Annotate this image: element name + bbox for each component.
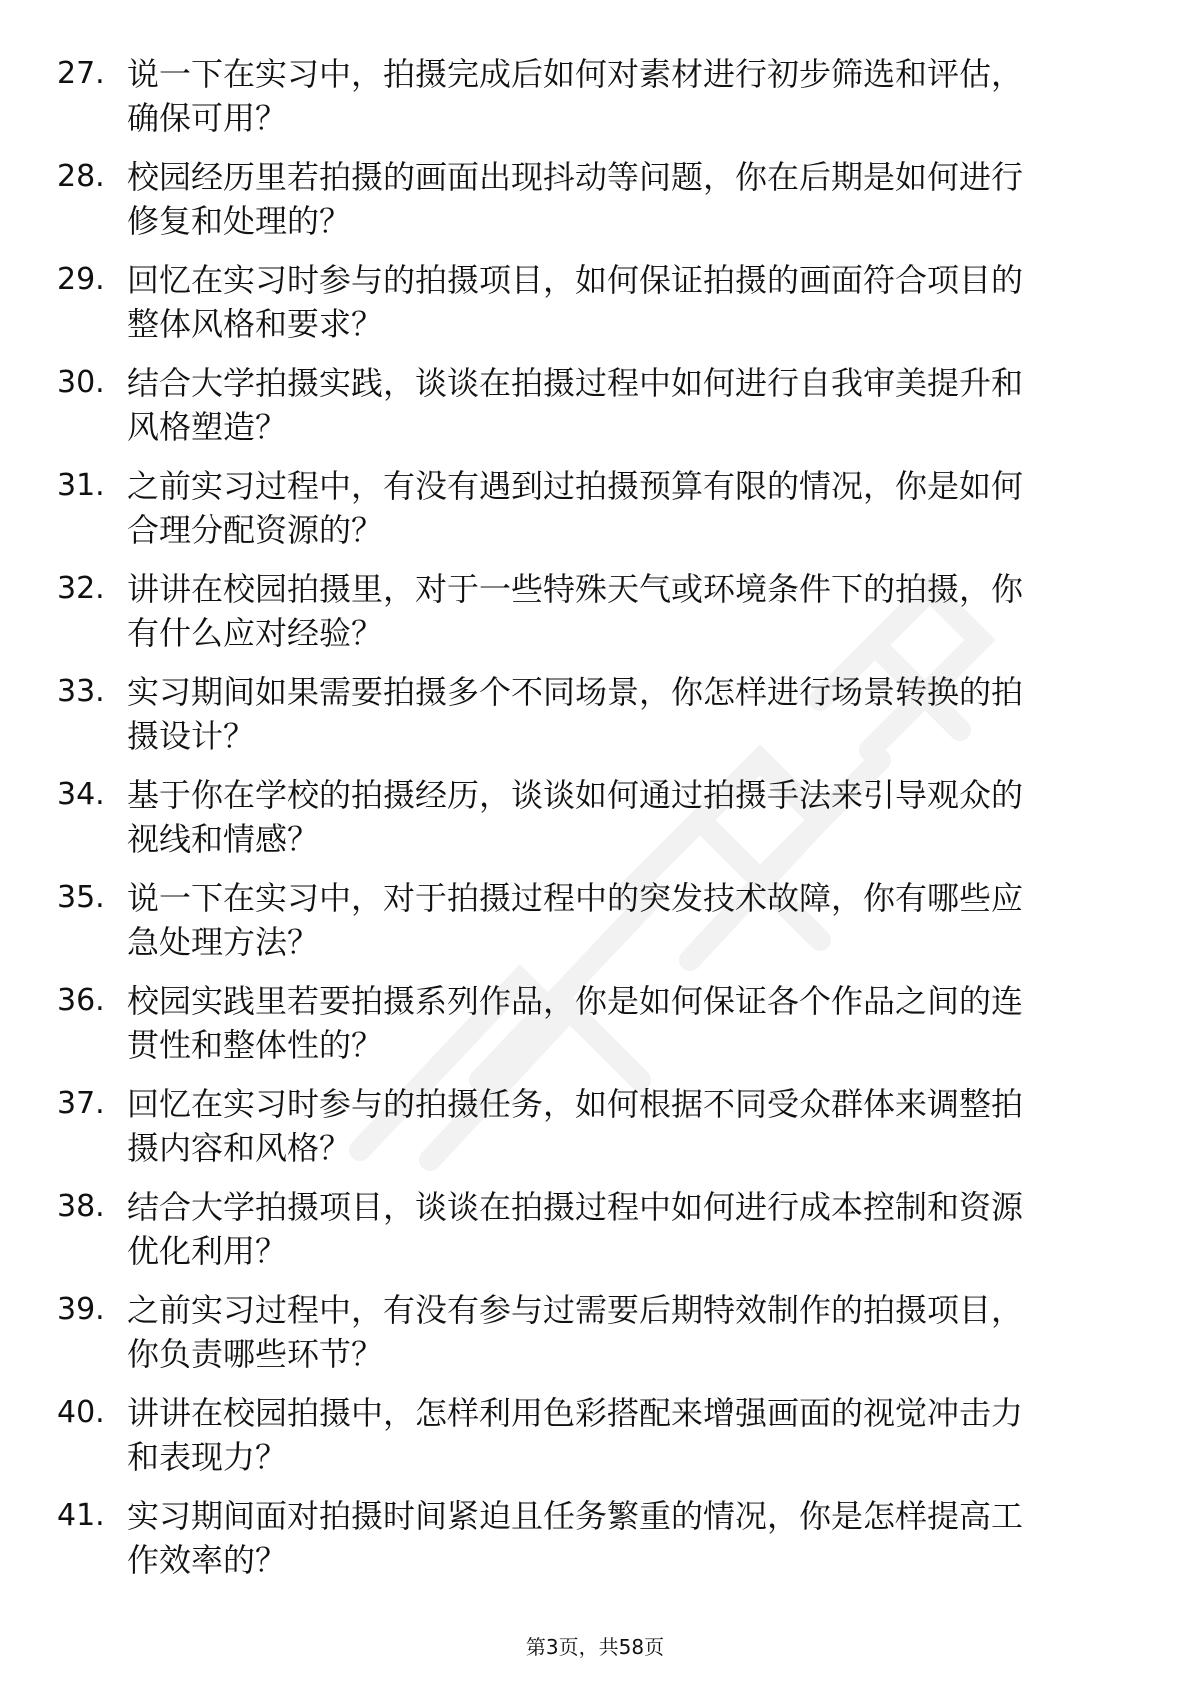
- question-number: 36.: [57, 983, 105, 1018]
- question-number: 38.: [57, 1189, 105, 1224]
- question-number: 39.: [57, 1292, 105, 1327]
- question-item: [0, 1288, 1190, 1391]
- question-text: 基于你在学校的拍摄经历，谈谈如何通过拍摄手法来引导观众的 视线和情感？: [127, 776, 1024, 858]
- page-number-footer: 第3页，共58页: [525, 1635, 665, 1659]
- question-number: 35.: [57, 880, 105, 915]
- question-item: [0, 52, 1190, 155]
- question-item: [0, 567, 1190, 670]
- question-item: [0, 1391, 1190, 1494]
- question-item: [0, 1185, 1190, 1288]
- question-text: 之前实习过程中，有没有遇到过拍摄预算有限的情况，你是如何 合理分配资源的？: [127, 467, 1024, 549]
- question-text: 说一下在实习中，拍摄完成后如何对素材进行初步筛选和评估， 确保可用？: [127, 55, 1024, 137]
- question-text: 结合大学拍摄项目，谈谈在拍摄过程中如何进行成本控制和资源 优化利用？: [127, 1188, 1024, 1270]
- question-number: 40.: [57, 1395, 105, 1430]
- question-item: [0, 155, 1190, 258]
- question-number: 37.: [57, 1086, 105, 1121]
- question-number: 28.: [57, 159, 105, 194]
- question-number: 27.: [57, 56, 105, 91]
- question-text: 回忆在实习时参与的拍摄任务，如何根据不同受众群体来调整拍 摄内容和风格？: [127, 1085, 1024, 1167]
- question-text: 实习期间如果需要拍摄多个不同场景，你怎样进行场景转换的拍 摄设计？: [127, 673, 1024, 755]
- question-text: 校园经历里若拍摄的画面出现抖动等问题，你在后期是如何进行 修复和处理的？: [127, 158, 1024, 240]
- question-text: 结合大学拍摄实践，谈谈在拍摄过程中如何进行自我审美提升和 风格塑造？: [127, 364, 1024, 446]
- question-text: 实习期间面对拍摄时间紧迫且任务繁重的情况，你是怎样提高工 作效率的？: [127, 1497, 1024, 1579]
- question-number: 31.: [57, 468, 105, 503]
- question-item: [0, 670, 1190, 773]
- question-number: 41.: [57, 1498, 105, 1533]
- question-item: [0, 979, 1190, 1082]
- question-item: [0, 1082, 1190, 1185]
- question-number: 33.: [57, 674, 105, 709]
- question-number: 30.: [57, 365, 105, 400]
- question-text: 讲讲在校园拍摄中，怎样利用色彩搭配来增强画面的视觉冲击力 和表现力？: [127, 1394, 1024, 1476]
- question-number: 32.: [57, 571, 105, 606]
- question-list: [0, 52, 1190, 1597]
- question-text: 校园实践里若要拍摄系列作品，你是如何保证各个作品之间的连 贯性和整体性的？: [127, 982, 1024, 1064]
- question-text: 回忆在实习时参与的拍摄项目，如何保证拍摄的画面符合项目的 整体风格和要求？: [127, 261, 1024, 343]
- question-item: [0, 464, 1190, 567]
- question-text: 讲讲在校园拍摄里，对于一些特殊天气或环境条件下的拍摄，你 有什么应对经验？: [127, 570, 1024, 652]
- question-item: [0, 773, 1190, 876]
- question-item: [0, 876, 1190, 979]
- question-item: [0, 1494, 1190, 1597]
- question-number: 34.: [57, 777, 105, 812]
- question-item: [0, 258, 1190, 361]
- question-text: 说一下在实习中，对于拍摄过程中的突发技术故障，你有哪些应 急处理方法？: [127, 879, 1024, 961]
- question-item: [0, 361, 1190, 464]
- question-number: 29.: [57, 262, 105, 297]
- question-text: 之前实习过程中，有没有参与过需要后期特效制作的拍摄项目， 你负责哪些环节？: [127, 1291, 1024, 1373]
